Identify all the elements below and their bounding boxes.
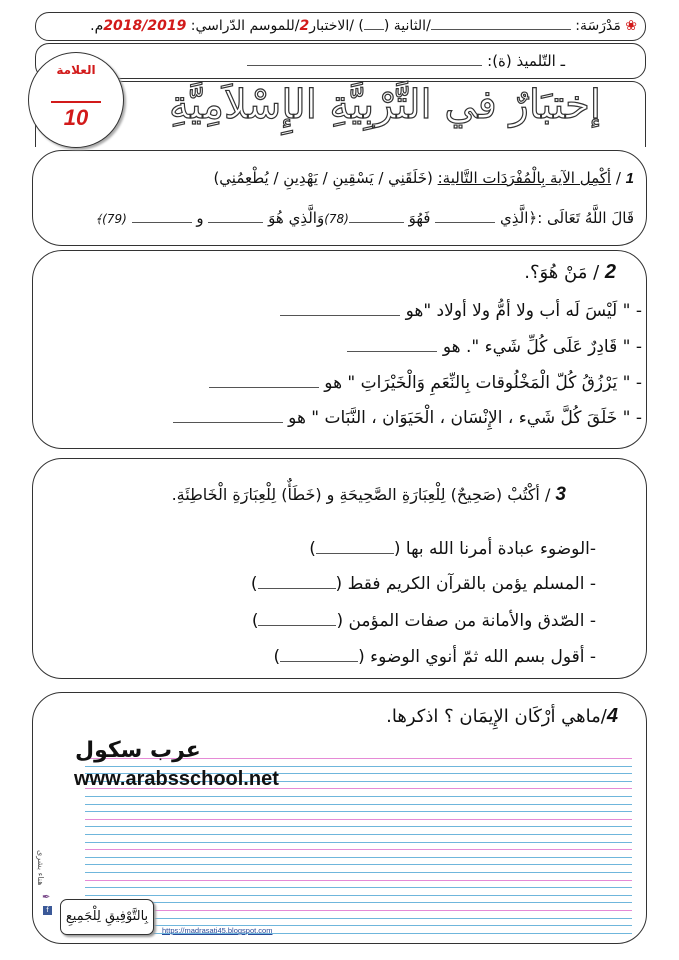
q3-instruction bbox=[172, 484, 566, 506]
list-item bbox=[273, 647, 596, 667]
page-title: إختبَارٌ في التَّرْبِيَّةِ الإِسْلاَمِيَّةِ bbox=[169, 82, 601, 128]
q3-item-text: - أقول بسم الله ثمّ أنوي الوضوء ( bbox=[358, 647, 596, 667]
q3-number: 3 bbox=[555, 484, 566, 505]
ruled-line-pink bbox=[85, 849, 632, 850]
grade-label: /الثانية ( bbox=[383, 18, 431, 34]
q3-item-text: - الصّدق والأمانة من صفات المؤمن ( bbox=[336, 611, 596, 631]
student-name-field[interactable] bbox=[247, 64, 482, 66]
list-item bbox=[252, 611, 596, 631]
q3-item-text: -الوضوء عبادة أمرنا الله بها ( bbox=[393, 539, 596, 559]
q2-item-text: - " يَرْزُقُ كُلّ الْمَخْلُوقات بِالنِّعَمِ وَالْخَيْرَاتِ " هو bbox=[324, 373, 642, 393]
answer-blank[interactable] bbox=[347, 350, 437, 352]
close-paren: ) bbox=[309, 539, 316, 559]
answer-blank[interactable] bbox=[280, 314, 400, 316]
test-label: /الاختبار bbox=[309, 18, 354, 34]
header-line bbox=[90, 18, 637, 34]
facebook-icon: f bbox=[43, 906, 52, 915]
ruled-line-blue bbox=[85, 895, 632, 896]
q2-item-text: - " قَادِرٌ عَلَى كُلِّ شَيء ". هو bbox=[442, 337, 642, 357]
verse-part-2: فَهُوَ bbox=[408, 209, 431, 227]
school-year: 2018/2019 bbox=[103, 18, 187, 34]
test-number: 2 bbox=[299, 18, 310, 34]
q4-instruction bbox=[386, 705, 618, 728]
ruled-line-pink bbox=[85, 880, 632, 881]
wish-text: بِالتَّوْفِيقِ لِلْجَمِيعِ bbox=[65, 909, 149, 924]
list-item bbox=[280, 301, 642, 321]
ruled-line-blue bbox=[85, 766, 632, 767]
wish-box bbox=[60, 899, 154, 935]
ruled-line-blue bbox=[85, 811, 632, 812]
ruled-line-blue bbox=[85, 918, 632, 919]
q1-verse bbox=[95, 209, 634, 227]
answer-blank[interactable] bbox=[209, 386, 319, 388]
ruled-line-pink bbox=[85, 910, 632, 911]
verse-intro: قَالَ اللَّهُ تَعَالَى :﴿الَّذِي bbox=[500, 209, 634, 227]
year-suffix: م. bbox=[90, 18, 104, 34]
q2-item-text: - " لَيْسَ لَه أب ولا أمُّ ولا أولاد "هو bbox=[405, 301, 642, 321]
season-label: /للموسم الدّراسي: bbox=[190, 18, 300, 34]
list-item bbox=[251, 574, 596, 594]
blank-1[interactable] bbox=[435, 221, 495, 223]
author-signature: هناء بشرى bbox=[36, 850, 45, 886]
q4-number: 4 bbox=[606, 705, 618, 727]
q2-number: 2 bbox=[604, 261, 616, 283]
answer-blank[interactable] bbox=[173, 421, 283, 423]
question-1 bbox=[32, 150, 647, 246]
blank-3[interactable] bbox=[208, 221, 263, 223]
answer-blank[interactable] bbox=[316, 552, 394, 554]
q1-words: (خَلَقَنِي / يَسْقِينِ / يَهْدِينِ / يُطْعِمُنِي) bbox=[213, 169, 433, 187]
fraction-bar bbox=[51, 101, 101, 103]
close-paren: ) bbox=[273, 647, 281, 667]
list-item bbox=[309, 539, 596, 559]
verse-part-4: و bbox=[196, 209, 204, 227]
q2-text: / مَنْ هُوَ؟. bbox=[524, 262, 600, 283]
verse-part-3: وَالَّذِي هُوَ bbox=[268, 209, 325, 227]
ruled-line-blue bbox=[85, 826, 632, 827]
blank-4[interactable] bbox=[132, 221, 192, 223]
list-item bbox=[209, 373, 642, 393]
blog-link[interactable]: https://madrasati45.blogspot.com bbox=[162, 926, 273, 935]
q3-text: / أكْتُبْ (صَحِيحٌ) لِلْعِبَارَةِ الصَّحِيحَةِ و (خَطَأٌ) لِلْعِبَارَةِ الْخَاطِئَةِ. bbox=[171, 485, 551, 504]
answer-blank[interactable] bbox=[280, 660, 358, 662]
ruled-line-blue bbox=[85, 902, 632, 903]
close-paren: ) bbox=[250, 574, 258, 594]
blank-2[interactable] bbox=[349, 221, 404, 223]
header-box bbox=[35, 12, 646, 41]
verse-ref-78: (78) bbox=[324, 212, 349, 226]
q1-text: أكْمِل الآية بِالْمُفْرَدَات التَّالية: bbox=[437, 169, 612, 187]
watermark-url: www.arabsschool.net bbox=[74, 768, 279, 790]
list-item bbox=[173, 408, 642, 428]
question-2 bbox=[32, 250, 647, 449]
q4-text: /ماهي أرْكَان الإِيمَان ؟ اذكرها. bbox=[386, 706, 607, 727]
ruled-line-blue bbox=[85, 887, 632, 888]
grade-max: 10 bbox=[63, 105, 89, 130]
student-name-label: ـ التّلميذ (ة): bbox=[487, 52, 565, 70]
close-paren: ) bbox=[251, 611, 259, 631]
q1-instruction: 1 / أكْمِل الآية بِالْمُفْرَدَات التَّالية: (خَلَقَنِي / يَسْقِينِ / يَهْدِينِ / يُطْعِمُنِي) bbox=[213, 169, 634, 187]
answer-blank[interactable] bbox=[258, 587, 336, 589]
q1-number: 1 bbox=[625, 170, 634, 187]
verse-ref-79: (79)﴾ bbox=[95, 212, 127, 226]
question-3 bbox=[32, 458, 647, 679]
flower-icon: ❀ bbox=[625, 18, 637, 34]
grade-label: العلامة bbox=[56, 63, 96, 77]
answer-blank[interactable] bbox=[258, 624, 336, 626]
ruled-line-blue bbox=[85, 842, 632, 843]
pen-icon: ✒ bbox=[42, 892, 51, 903]
grade-close: ) bbox=[358, 18, 364, 34]
student-box bbox=[35, 43, 646, 79]
q3-item-text: - المسلم يؤمن بالقرآن الكريم فقط ( bbox=[335, 574, 596, 594]
list-item bbox=[347, 337, 642, 357]
ruled-line-blue bbox=[85, 872, 632, 873]
school-label: مَدْرَسَة: bbox=[575, 18, 621, 34]
grade-circle bbox=[28, 52, 124, 148]
ruled-line-blue bbox=[85, 804, 632, 805]
ruled-line-blue bbox=[85, 834, 632, 835]
watermark-arabic: عرب سكول bbox=[75, 738, 201, 763]
q2-item-text: - " خَلَقَ كُلَّ شَيء ، الإِنْسَان ، الْحَيَوَان ، النَّبَات " هو bbox=[288, 408, 642, 428]
ruled-line-blue bbox=[85, 796, 632, 797]
ruled-line-blue bbox=[85, 857, 632, 858]
q2-instruction bbox=[524, 261, 616, 284]
ruled-line-pink bbox=[85, 819, 632, 820]
ruled-line-blue bbox=[85, 864, 632, 865]
